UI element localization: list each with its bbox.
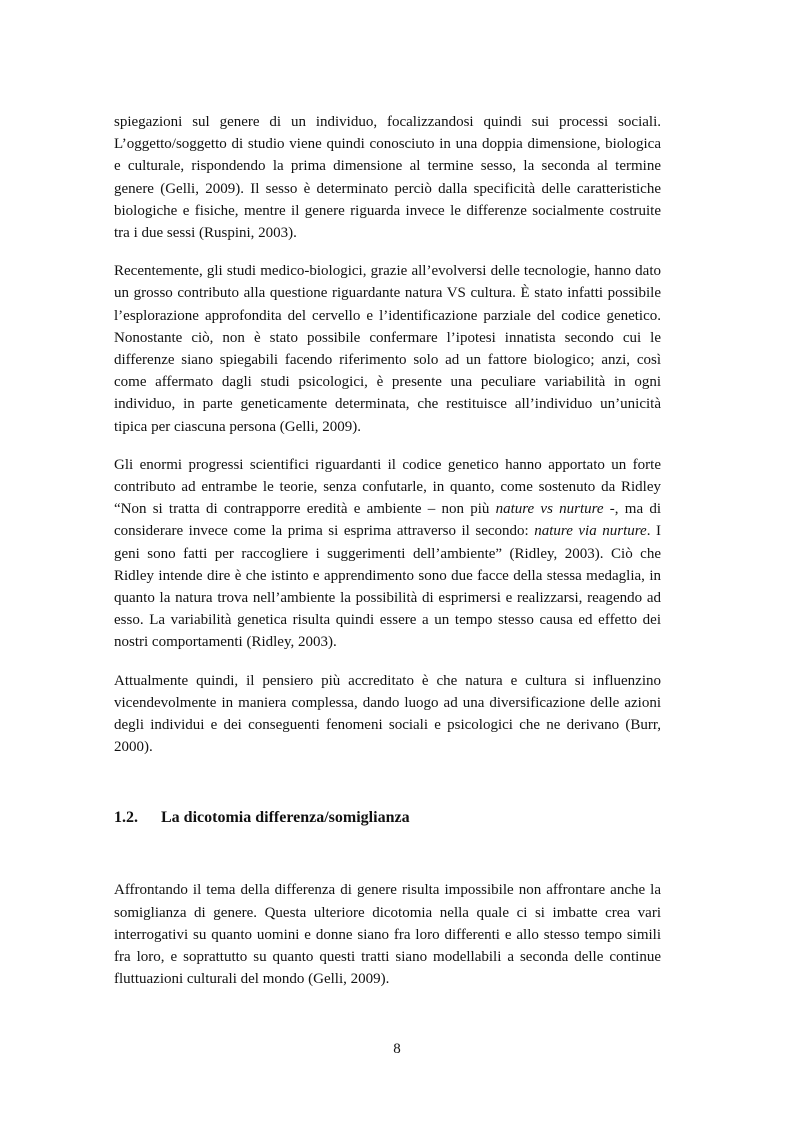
section-paragraph: Affrontando il tema della differenza di genere risulta impossibile non affrontare anche la somiglianza di genere. Questa ulteriore dicotomia nella quale ci si imbatte crea vari interrogativi su quanto uomini e donne siano fra loro differenti e allo stesso tempo simili fra loro, e soprattutto su quanto questi tratti siano modellabili a seconda delle continue fluttuazioni culturali del mondo (Gelli, 2009). (114, 882, 661, 988)
text-run: . I geni sono fatti per raccogliere i suggerimenti dell’ambiente” (Ridley, 2003). Ciò che Ridley intende dire è che istinto e apprendimento sono due facce della stessa medaglia, in quanto la natura trova nell’ambiente la possibilità di esprimersi e realizzarsi, reagendo ad esso. La variabilità genetica risulta quindi essere a un tempo stesso causa ed effetto dei nostri comportamenti (Ridley, 2003). (114, 523, 662, 651)
page-number: 8 (393, 1041, 401, 1057)
section-title: La dicotomia differenza/somiglianza (161, 809, 410, 827)
text-run: Attualmente quindi, il pensiero più accreditato è che natura e cultura si influenzino vicendevolmente in maniera complessa, dando luogo ad una diversificazione delle azioni degli individui e dei conseguenti fenomeni sociali e psicologici che ne derivano (Burr, 2000). (114, 672, 661, 756)
italic-run: nature vs nurture (495, 501, 604, 518)
paragraph-3 (114, 454, 661, 654)
section-number: 1.2. (114, 809, 138, 827)
body-text (114, 111, 661, 1007)
text-run: spiegazioni sul genere di un individuo, focalizzandosi quindi sui processi sociali. L’oggetto/soggetto di studio viene quindi conosciuto in una doppia dimensione, biologica e culturale, rispondendo la prima dimensione al termine sesso, la seconda al termine genere (Gelli, 2009). Il sesso è determinato perciò dalla specificità delle caratteristiche biologiche e fisiche, mentre il genere riguarda invece le differenze socialmente costruite tra i due sessi (Ruspini, 2003). (114, 114, 661, 242)
paragraph-1 (114, 111, 661, 244)
paragraph-4 (114, 670, 661, 759)
text-run: -, ma di considerare invece come la prima si esprima attraverso il secondo: (114, 501, 661, 540)
text-run: Recentemente, gli studi medico-biologici, grazie all’evolversi delle tecnologie, hanno dato un grosso contributo alla questione riguardante natura VS cultura. È stato infatti possibile l’esplorazione approfondita del cervello e l’identificazione parziale del codice genetico. Nonostante ciò, non è stato possibile confermare l’ipotesi innatista secondo cui le differenze siano spiegabili facendo riferimento solo ad un fattore biologico; anzi, così come affermato dagli studi psicologici, è presente una peculiare variabilità in ogni individuo, in parte geneticamente determinata, che restituisce all’individuo un’unicità tipica per ciascuna persona (Gelli, 2009). (114, 263, 661, 435)
italic-run: nature via nurture (534, 523, 647, 540)
paragraph-2 (114, 260, 661, 438)
text-run: Gli enormi progressi scientifici riguardanti il codice genetico hanno apportato un forte contributo ad entrambe le teorie, senza confutarle, in quanto, come sostenuto da Ridley “Non si tratta di contrapporre eredità e ambiente – non più (114, 456, 661, 518)
section-heading (114, 809, 661, 827)
